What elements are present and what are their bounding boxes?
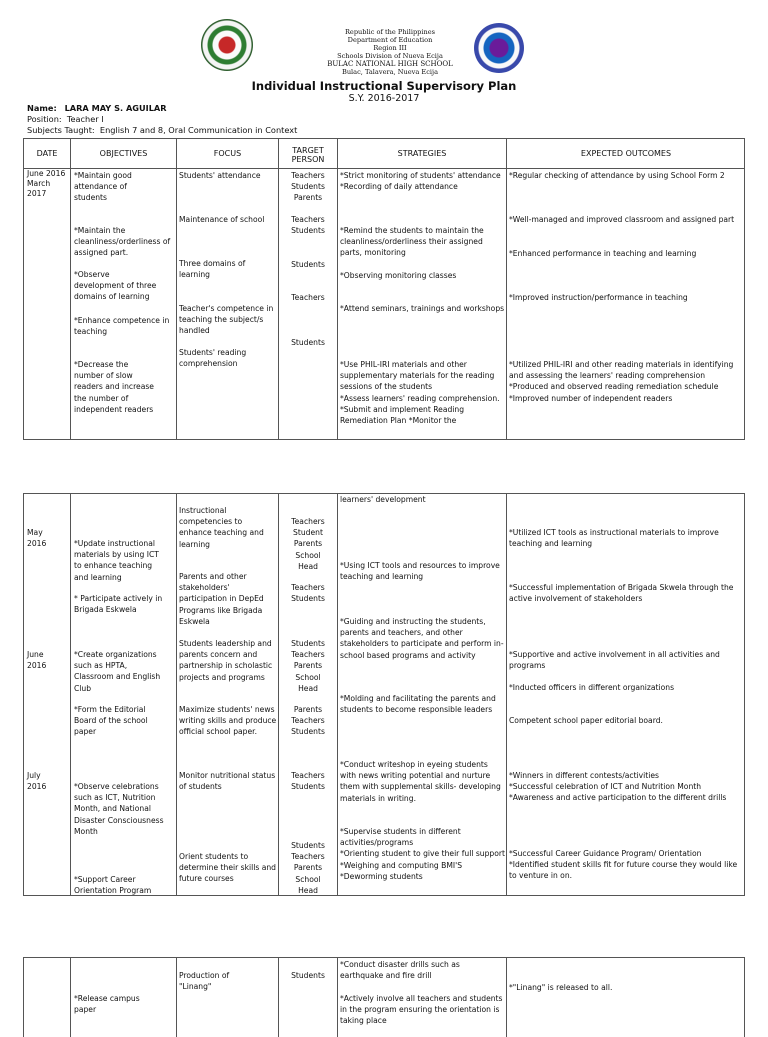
strategy-cell: *Conduct disaster drills such as earthquake and fire drill <box>340 960 460 981</box>
focus-cell: Three domains of learning <box>179 259 246 280</box>
strategy-cell: *Actively involve all teachers and students in the program ensuring the orientation is taking place <box>340 994 503 1026</box>
objective-cell: *Decrease the number of slow readers and increase the number of independent readers <box>74 360 154 414</box>
header-line: Schools Division of Nueva Ecija <box>337 52 443 60</box>
target-cell: Teachers Students <box>291 583 325 604</box>
subjects-row <box>27 125 297 135</box>
document-title: Individual Instructional Supervisory Plan <box>251 79 517 93</box>
target-cell: Students <box>291 338 325 347</box>
header-line: Republic of the Philippines <box>344 28 436 36</box>
outcome-cell: *Winners in different contests/activities *Successful celebration of ICT and Nutrition Month *Awareness and active participation to the different drills <box>509 771 727 803</box>
outcome-cell: *Regular checking of attendance by using School Form 2 <box>509 171 725 180</box>
date-cell: May 2016 <box>27 528 47 549</box>
target-cell: Students Teachers Parents School Head <box>291 639 325 693</box>
header-strategies: STRATEGIES <box>397 149 447 158</box>
target-cell: Students <box>291 971 325 980</box>
focus-cell: Teacher's competence in teaching the subject/s handled <box>179 304 274 336</box>
focus-cell: Maximize students' news writing skills and produce official school paper. <box>179 705 277 737</box>
name-label: Name: <box>27 103 57 113</box>
strategy-cell: *Remind the students to maintain the cleanliness/orderliness their assigned parts, monitoring <box>340 226 484 258</box>
outcome-cell: *Utilized PHIL-IRI and other reading materials in identifying and assessing the learners' reading comprehension *Produced and observed reading remediation schedule *Improved number of independent readers <box>509 360 734 403</box>
focus-cell: Production of "Linang" <box>179 971 230 992</box>
objective-cell: *Enhance competence in teaching <box>74 316 170 337</box>
strategy-cell: *Supervise students in different activities/programs *Orienting student to give their full support *Weighing and computing BMI'S *Deworming students <box>340 827 505 881</box>
outcome-cell: *"Linang" is released to all. <box>509 983 613 992</box>
header-focus: FOCUS <box>213 149 242 158</box>
plan-table-page-2 <box>23 493 745 896</box>
outcome-cell: *Successful Career Guidance Program/ Orientation *Identified student skills fit for future course they would like to venture in on. <box>509 849 738 881</box>
objective-cell: *Maintain good attendance of students <box>74 171 132 203</box>
objective-cell: *Update instructional materials by using ICT to enhance teaching and learning <box>74 539 159 582</box>
strategy-cell: *Conduct writeshop in eyeing students with news writing potential and nurture them with supplemental skills- developing materials in writing. <box>340 760 501 803</box>
focus-cell: Students' attendance <box>179 171 261 180</box>
date-cell: July 2016 <box>27 771 47 792</box>
objective-cell: *Maintain the cleanliness/orderliness of assigned part. <box>74 226 171 258</box>
header-line: Department of Education <box>347 36 433 44</box>
strategy-cell: *Attend seminars, trainings and workshops <box>340 304 505 313</box>
teacher-name: LARA MAY S. AGUILAR <box>64 103 167 113</box>
objective-cell: *Create organizations such as HPTA, Classroom and English Club <box>74 650 161 693</box>
outcome-cell: *Supportive and active involvement in all activities and programs <box>509 650 720 671</box>
strategy-cell: *Strict monitoring of students' attendance *Recording of daily attendance <box>340 171 501 192</box>
target-cell: Teachers Students Parents <box>291 171 325 203</box>
objective-cell: *Observe celebrations such as ICT, Nutrition Month, and National Disaster Consciousness Month <box>74 782 164 836</box>
outcome-cell: *Well-managed and improved classroom and assigned part <box>509 215 735 224</box>
date-cell: June 2016 March 2017 <box>27 169 66 198</box>
strategy-cell: *Molding and facilitating the parents and students to become responsible leaders <box>340 694 496 715</box>
position-row <box>27 114 104 124</box>
target-cell: Students Teachers Parents School Head <box>291 841 325 895</box>
outcome-cell: *Enhanced performance in teaching and learning <box>509 249 697 258</box>
strategy-cell: learners' development <box>340 495 426 504</box>
objective-cell: * Participate actively in Brigada Eskwela <box>74 594 163 615</box>
outcome-cell: *Utilized ICT tools as instructional materials to improve teaching and learning <box>509 528 719 549</box>
header-expected-outcomes: EXPECTED OUTCOMES <box>580 149 672 158</box>
position-value: Teacher I <box>66 114 104 124</box>
subjects-value: English 7 and 8, Oral Communication in Context <box>99 125 298 135</box>
focus-cell: Maintenance of school <box>179 215 265 224</box>
position-label: Position: <box>27 114 62 124</box>
plan-table-page-3 <box>23 957 745 1037</box>
objective-cell: *Observe development of three domains of learning <box>74 270 157 302</box>
objective-cell: *Release campus paper <box>74 994 140 1015</box>
objective-cell: *Form the Editorial Board of the school paper <box>74 705 148 737</box>
strategy-cell: *Use PHIL-IRI materials and other supplementary materials for the reading sessions of the students *Assess learners' reading comprehension. *Submit and implement Reading Remediation Plan *Monitor the <box>340 360 500 426</box>
name-row <box>27 103 167 113</box>
outcome-cell: *Improved instruction/performance in teaching <box>509 293 688 302</box>
target-cell: Students <box>291 260 325 269</box>
header-objectives: OBJECTIVES <box>99 149 148 158</box>
focus-cell: Monitor nutritional status of students <box>179 771 276 792</box>
strategy-cell: *Guiding and instructing the students, parents and teachers, and other stakeholders to participate and perform in-school based programs and activity <box>340 617 504 660</box>
target-cell: Teachers Students <box>291 215 325 236</box>
header-line: Bulac, Talavera, Nueva Ecija <box>341 68 439 76</box>
strategy-cell: *Using ICT tools and resources to improve teaching and learning <box>340 561 500 582</box>
subjects-label: Subjects Taught: <box>27 125 95 135</box>
outcome-cell: *Successful implementation of Brigada Skwela through the active involvement of stakeholders <box>509 583 734 604</box>
focus-cell: Parents and other stakeholders' participation in DepEd Programs like Brigada Eskwela <box>179 572 264 626</box>
target-cell: Teachers <box>291 293 325 302</box>
focus-cell: Instructional competencies to enhance teaching and learning <box>179 506 264 549</box>
outcome-cell: *Inducted officers in different organizations <box>509 683 675 692</box>
target-cell: Teachers Student Parents School Head <box>291 517 325 571</box>
school-year: S.Y. 2016-2017 <box>348 93 420 104</box>
header-line: Region III <box>373 44 407 52</box>
outcome-cell: Competent school paper editorial board. <box>509 716 663 725</box>
focus-cell: Students' reading comprehension <box>179 348 247 369</box>
objective-cell: *Support Career Orientation Program <box>74 875 152 896</box>
target-cell: Teachers Students <box>291 771 325 792</box>
strategy-cell: *Observing monitoring classes <box>340 271 457 280</box>
focus-cell: Students leadership and parents concern and partnership in scholastic projects and programs <box>179 639 273 682</box>
date-cell: June 2016 <box>27 650 47 671</box>
plan-table-page-1 <box>23 138 745 440</box>
focus-cell: Orient students to determine their skills and future courses <box>179 852 276 884</box>
target-cell: Parents Teachers Students <box>291 705 325 737</box>
header-target-person: TARGET PERSON <box>291 146 325 164</box>
header-line: BULAC NATIONAL HIGH SCHOOL <box>327 60 453 68</box>
header-date: DATE <box>36 149 58 158</box>
